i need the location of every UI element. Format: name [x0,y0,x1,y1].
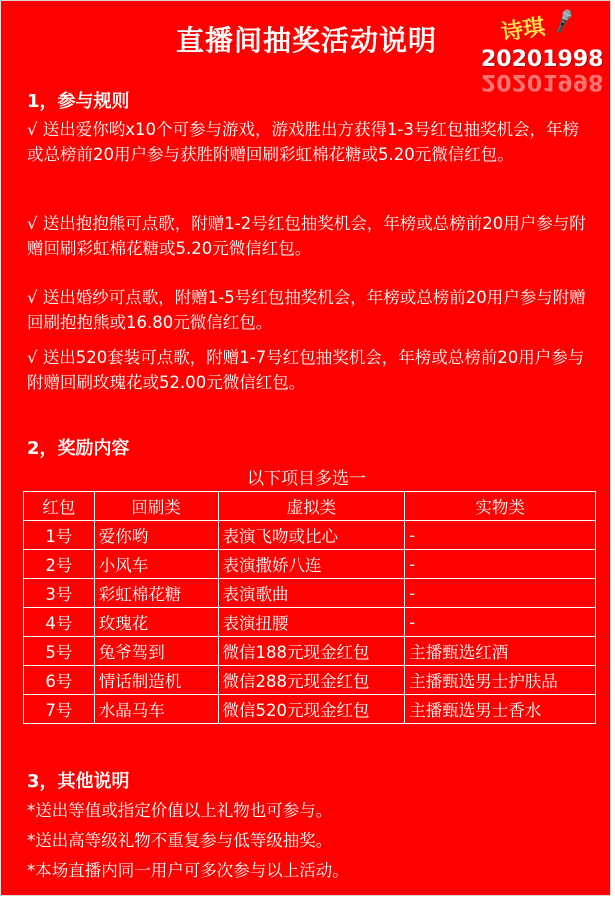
cell-virtual: 微信288元现金红包 [218,666,405,695]
cell-physical: 主播甄选男士香水 [405,695,596,724]
table-row [24,521,596,550]
logo-number-reflection: 20201998 [481,69,604,94]
cell-physical: - [405,521,596,550]
rewards-subtitle: 以下项目多选一 [247,469,366,489]
cell-replay-gift: 彩虹棉花糖 [94,579,218,608]
rule-item: √ 送出婚纱可点歌，附赠1-5号红包抽奖机会，年榜或总榜前20用户参与附赠回刷抱抱熊或16.80元微信红包。 [27,288,586,332]
table-row [24,608,596,637]
cell-replay-gift: 兔爷驾到 [94,637,218,666]
note-item: *本场直播内同一用户可多次参与以上活动。 [27,861,349,880]
column-header: 虚拟类 [218,492,405,521]
table-row [24,579,596,608]
table-row [24,550,596,579]
cell-virtual: 微信188元现金红包 [218,637,405,666]
section-heading-notes: 3，其他说明 [27,771,130,792]
microphone-icon: 🎤 [550,7,579,36]
column-header: 红包 [24,492,95,521]
cell-packet: 3号 [24,579,95,608]
cell-packet: 6号 [24,666,95,695]
cell-packet: 7号 [24,695,95,724]
rule-item: √ 送出520套装可点歌，附赠1-7号红包抽奖机会，年榜或总榜前20用户参与附赠回刷玫瑰花或52.00元微信红包。 [27,348,585,392]
table-header-row [24,492,596,521]
section-heading-rules: 1，参与规则 [27,91,130,112]
streamer-logo [479,7,604,111]
cell-replay-gift: 情话制造机 [94,666,218,695]
cell-physical: 主播甄选男士护肤品 [405,666,596,695]
rule-item: √ 送出爱你哟x10个可参与游戏，游戏胜出方获得1-3号红包抽奖机会，年榜或总榜前20用户参与获胜附赠回刷彩虹棉花糖或5.20元微信红包。 [27,120,579,164]
table-row [24,695,596,724]
cell-virtual: 表演飞吻或比心 [218,521,405,550]
cell-virtual: 表演撒娇八连 [218,550,405,579]
cell-packet: 2号 [24,550,95,579]
cell-physical: - [405,550,596,579]
rule-item: √ 送出抱抱熊可点歌，附赠1-2号红包抽奖机会，年榜或总榜前20用户参与附赠回刷彩虹棉花糖或5.20元微信红包。 [27,214,586,258]
cell-packet: 4号 [24,608,95,637]
cell-replay-gift: 玫瑰花 [94,608,218,637]
cell-packet: 5号 [24,637,95,666]
cell-packet: 1号 [24,521,95,550]
table-row [24,666,596,695]
note-item: *送出等值或指定价值以上礼物也可参与。 [27,801,333,820]
cell-virtual: 微信520元现金红包 [218,695,405,724]
cell-physical: - [405,579,596,608]
table-row [24,637,596,666]
column-header: 回刷类 [94,492,218,521]
cell-physical: 主播甄选红酒 [405,637,596,666]
cell-virtual: 表演扭腰 [218,608,405,637]
page-title: 直播间抽奖活动说明 [175,24,437,57]
cell-virtual: 表演歌曲 [218,579,405,608]
cell-replay-gift: 爱你哟 [94,521,218,550]
note-item: *送出高等级礼物不重复参与低等级抽奖。 [27,831,333,850]
cell-replay-gift: 小风车 [94,550,218,579]
cell-replay-gift: 水晶马车 [94,695,218,724]
column-header: 实物类 [405,492,596,521]
logo-name: 诗琪 [499,15,547,46]
cell-physical: - [405,608,596,637]
logo-number: 20201998 [481,47,604,72]
rewards-table [23,491,596,724]
section-heading-rewards: 2，奖励内容 [27,438,130,459]
